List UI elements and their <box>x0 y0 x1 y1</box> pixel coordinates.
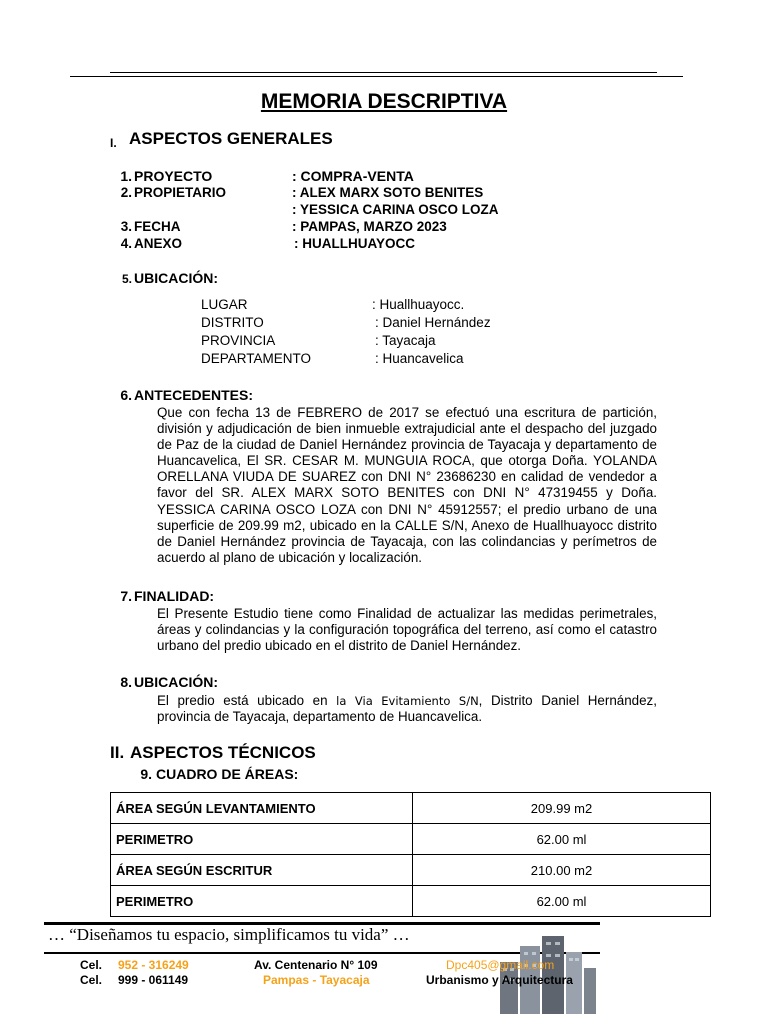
table-cell-value: 209.99 m2 <box>413 793 711 824</box>
table-cell-label: PERIMETRO <box>111 886 413 917</box>
footer-city: Pampas - Tayacaja <box>263 973 370 987</box>
ubicacion-label: PROVINCIA <box>201 333 276 348</box>
item-number: 8. <box>120 674 132 690</box>
item-label: PROYECTO <box>134 168 213 184</box>
antecedentes-text: Que con fecha 13 de FEBRERO de 2017 se efectuó una escritura de partición, división y adjudicación de bien inmueble extrajudicial ante el despacho del juzgado de Paz de la ciudad de Daniel Hernández provincia de Tayacaja y departamento de Huancavelica, El SR. CESAR M. MUNGUIA ROCA, que otorga Doña. YOLANDA ORELLANA VIUDA DE SUAREZ con DNI N° 23686230 en calidad de vendedor a favor del SR. ALEX MARX SOTO BENITES con DNI N° 47319455 y Doña. YESSICA CARINA OSCO LOZA con DNI N° 45912557; el predio urbano de una superficie de 209.99 m2, ubicado en la CALLE S/N, Anexo de Huallhuayocc distrito de Daniel Hernández provincia de Tayacaja, con las colindancias y perímetros de acuerdo al plano de ubicación y localización. <box>157 405 657 565</box>
item-label: ANTECEDENTES: <box>134 387 254 403</box>
item-number: 1. <box>120 168 132 184</box>
item-number: 5. <box>121 272 132 286</box>
section-title: ASPECTOS GENERALES <box>129 129 333 148</box>
item-label: UBICACIÓN: <box>134 270 218 286</box>
page-title: MEMORIA DESCRIPTIVA <box>260 90 508 113</box>
item-number: 6. <box>120 387 132 403</box>
table-cell-value: 210.00 m2 <box>413 855 711 886</box>
section-number: I. <box>110 136 117 150</box>
item-value: : ALEX MARX SOTO BENITES <box>292 185 484 200</box>
item-value: : YESSICA CARINA OSCO LOZA <box>292 202 499 217</box>
table-cell-label: PERIMETRO <box>111 824 413 855</box>
item-label: FINALIDAD: <box>134 588 215 604</box>
ubicacion-label: DISTRITO <box>201 315 264 330</box>
header-rule-top <box>110 72 657 73</box>
footer-slogan: … “Diseñamos tu espacio, simplificamos tu vida” … <box>48 925 410 944</box>
item-label: PROPIETARIO <box>134 185 227 200</box>
ubicacion2-text-b: la Via Evitamiento S/N <box>336 694 479 708</box>
table-row <box>111 824 711 855</box>
ubicacion-label: LUGAR <box>201 297 248 312</box>
table-row <box>111 855 711 886</box>
ubicacion2-text-a: El predio está ubicado en <box>157 693 337 708</box>
item-label: UBICACIÓN: <box>134 674 218 690</box>
item-label: ANEXO <box>134 236 183 251</box>
table-cell-value: 62.00 ml <box>413 886 711 917</box>
ubicacion-value: : Daniel Hernández <box>375 315 491 330</box>
ubicacion-label: DEPARTAMENTO <box>201 351 312 366</box>
item-value: : COMPRA-VENTA <box>292 168 414 184</box>
ubicacion-value: : Huallhuayocc. <box>372 297 465 312</box>
item-value: : HUALLHUAYOCC <box>294 236 415 251</box>
footer-cel-1: 952 - 316249 <box>118 958 189 972</box>
finalidad-text: El Presente Estudio tiene como Finalidad de actualizar las medidas perimetrales, áreas y colindancias y la configuración topográfica del terreno, así como el catastro urbano del predio ubicado en el distrito de Daniel Hernández. <box>157 606 657 654</box>
ubicacion-value: : Huancavelica <box>375 351 464 366</box>
table-row <box>111 886 711 917</box>
footer-cel-label-2: Cel. <box>80 973 103 987</box>
table-cell-value: 62.00 ml <box>413 824 711 855</box>
item-value: : PAMPAS, MARZO 2023 <box>292 219 447 234</box>
item-label: CUADRO DE ÁREAS: <box>156 766 299 782</box>
header-rule-bottom <box>70 76 683 77</box>
section-number: II. <box>110 743 125 762</box>
table-cell-label: ÁREA SEGÚN ESCRITUR <box>111 855 413 886</box>
item-number: 7. <box>120 588 132 604</box>
footer-email[interactable]: Dpc405@gmail.com <box>446 958 555 972</box>
table-cell-label: ÁREA SEGÚN LEVANTAMIENTO <box>111 793 413 824</box>
item-number: 9. <box>140 766 152 782</box>
footer-cel-label-1: Cel. <box>80 958 103 972</box>
item-number: 2. <box>120 185 132 200</box>
footer-address: Av. Centenario N° 109 <box>254 958 378 972</box>
footer-tagline: Urbanismo y Arquitectura <box>426 973 573 987</box>
ubicacion2-text-c: , Distrito Daniel Hernández, provincia de Tayacaja, departamento de Huancavelica. <box>157 693 657 725</box>
areas-table <box>110 792 711 917</box>
section-title: ASPECTOS TÉCNICOS <box>130 743 316 762</box>
ubicacion2-text <box>157 693 657 725</box>
footer-cel-2: 999 - 061149 <box>118 973 189 987</box>
item-number: 4. <box>120 236 132 251</box>
item-number: 3. <box>120 219 132 234</box>
ubicacion-value: : Tayacaja <box>375 333 436 348</box>
table-row <box>111 793 711 824</box>
item-label: FECHA <box>134 219 181 234</box>
